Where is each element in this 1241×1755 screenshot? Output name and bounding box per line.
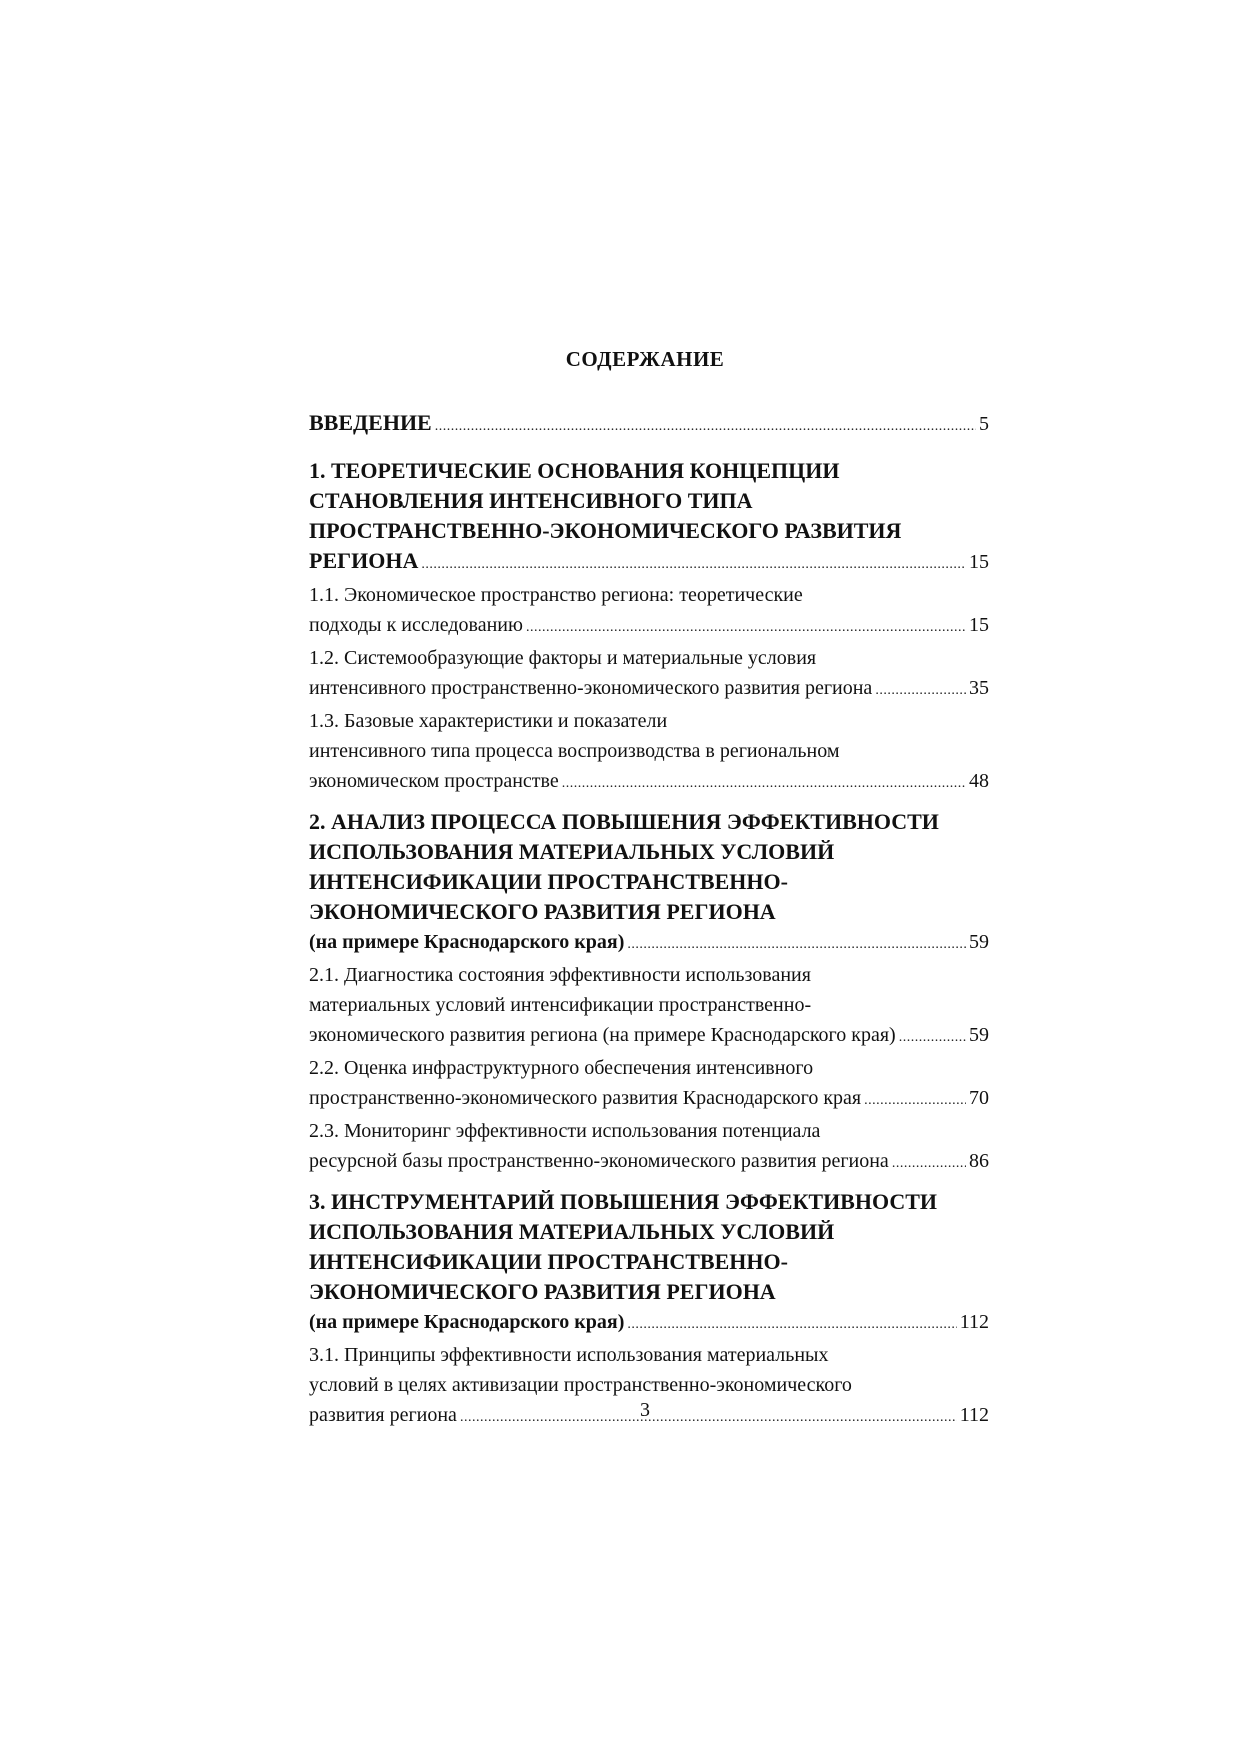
toc-line: 1.1. Экономическое пространство региона: теоретические [309, 584, 803, 606]
toc-line: подходы к исследованию [309, 614, 523, 636]
page-number: 3 [640, 1399, 650, 1421]
toc-line: 2. АНАЛИЗ ПРОЦЕССА ПОВЫШЕНИЯ ЭФФЕКТИВНОСТИ [309, 809, 939, 834]
toc-entry-chapter-3[interactable] [309, 1187, 989, 1340]
toc-line: интенсивного типа процесса воспроизводства в региональном [309, 740, 840, 762]
dot-leader [421, 546, 966, 580]
toc-line: СТАНОВЛЕНИЯ ИНТЕНСИВНОГО ТИПА [309, 488, 753, 513]
toc-line: условий в целях активизации пространственно-экономического [309, 1374, 852, 1396]
toc-entry-section-2-3[interactable] [309, 1116, 989, 1179]
toc-line: (на примере Краснодарского края) [309, 931, 625, 953]
toc-line: РЕГИОНА [309, 548, 419, 573]
toc-line: материальных условий интенсификации пространственно- [309, 994, 812, 1016]
toc-page-number: 112 [959, 1404, 989, 1426]
toc-line: экономического развития региона (на примере Краснодарского края) [309, 1024, 896, 1046]
toc-page-number: 15 [969, 614, 989, 636]
toc-page-number: 86 [969, 1150, 989, 1172]
toc-page-number: 48 [969, 770, 989, 792]
dot-leader [435, 408, 976, 442]
toc-line: пространственно-экономического развития Краснодарского края [309, 1087, 862, 1109]
toc-entry-section-2-1[interactable] [309, 960, 989, 1053]
toc-title: СОДЕРЖАНИЕ [565, 347, 725, 371]
dot-leader [892, 1146, 966, 1179]
dot-leader [562, 766, 966, 799]
toc-entry-section-1-3[interactable] [309, 706, 989, 799]
toc-page-number: 5 [979, 413, 989, 435]
toc-line: 3.1. Принципы эффективности использования материальных [309, 1344, 829, 1366]
toc-entry-chapter-1[interactable] [309, 456, 989, 580]
toc-line: 1. ТЕОРЕТИЧЕСКИЕ ОСНОВАНИЯ КОНЦЕПЦИИ [309, 458, 840, 483]
dot-leader [627, 1307, 956, 1340]
toc-entry-section-2-2[interactable] [309, 1053, 989, 1116]
toc-entry-label: ВВЕДЕНИЕ [309, 410, 432, 435]
toc-entry-chapter-2[interactable] [309, 807, 989, 960]
toc-line: 1.3. Базовые характеристики и показатели [309, 710, 668, 732]
toc-page-number: 59 [969, 1024, 989, 1046]
dot-leader [627, 927, 966, 960]
toc-page-number: 70 [969, 1087, 989, 1109]
toc-line: ИНТЕНСИФИКАЦИИ ПРОСТРАНСТВЕННО- [309, 1249, 788, 1274]
toc-entry-section-1-1[interactable] [309, 580, 989, 643]
toc-line: (на примере Краснодарского края) [309, 1311, 625, 1333]
toc-line: 1.2. Системообразующие факторы и материальные условия [309, 647, 817, 669]
toc-line: интенсивного пространственно-экономического развития региона [309, 677, 873, 699]
toc-line: 2.2. Оценка инфраструктурного обеспечения интенсивного [309, 1057, 814, 1079]
toc-line: ресурсной базы пространственно-экономического развития региона [309, 1150, 889, 1172]
toc-page-number: 15 [969, 551, 989, 573]
dot-leader [899, 1020, 966, 1053]
toc-line: ИНТЕНСИФИКАЦИИ ПРОСТРАНСТВЕННО- [309, 869, 788, 894]
toc-line: 2.3. Мониторинг эффективности использования потенциала [309, 1120, 821, 1142]
dot-leader [864, 1083, 966, 1116]
toc-line: ИСПОЛЬЗОВАНИЯ МАТЕРИАЛЬНЫХ УСЛОВИЙ [309, 1219, 835, 1244]
toc-line: развития региона [309, 1404, 457, 1426]
dot-leader [875, 673, 966, 706]
toc-entry-section-1-2[interactable] [309, 643, 989, 706]
toc-line: ПРОСТРАНСТВЕННО-ЭКОНОМИЧЕСКОГО РАЗВИТИЯ [309, 518, 902, 543]
toc-line: экономическом пространстве [309, 770, 559, 792]
table-of-contents [309, 408, 989, 1433]
toc-line: ЭКОНОМИЧЕСКОГО РАЗВИТИЯ РЕГИОНА [309, 1279, 776, 1304]
dot-leader [526, 610, 966, 643]
toc-line: 2.1. Диагностика состояния эффективности использования [309, 964, 811, 986]
toc-line: 3. ИНСТРУМЕНТАРИЙ ПОВЫШЕНИЯ ЭФФЕКТИВНОСТИ [309, 1189, 938, 1214]
toc-entry-intro[interactable] [309, 408, 989, 442]
toc-line: ИСПОЛЬЗОВАНИЯ МАТЕРИАЛЬНЫХ УСЛОВИЙ [309, 839, 835, 864]
toc-page-number: 35 [969, 677, 989, 699]
toc-page-number: 112 [959, 1311, 989, 1333]
toc-line: ЭКОНОМИЧЕСКОГО РАЗВИТИЯ РЕГИОНА [309, 899, 776, 924]
toc-page-number: 59 [969, 931, 989, 953]
